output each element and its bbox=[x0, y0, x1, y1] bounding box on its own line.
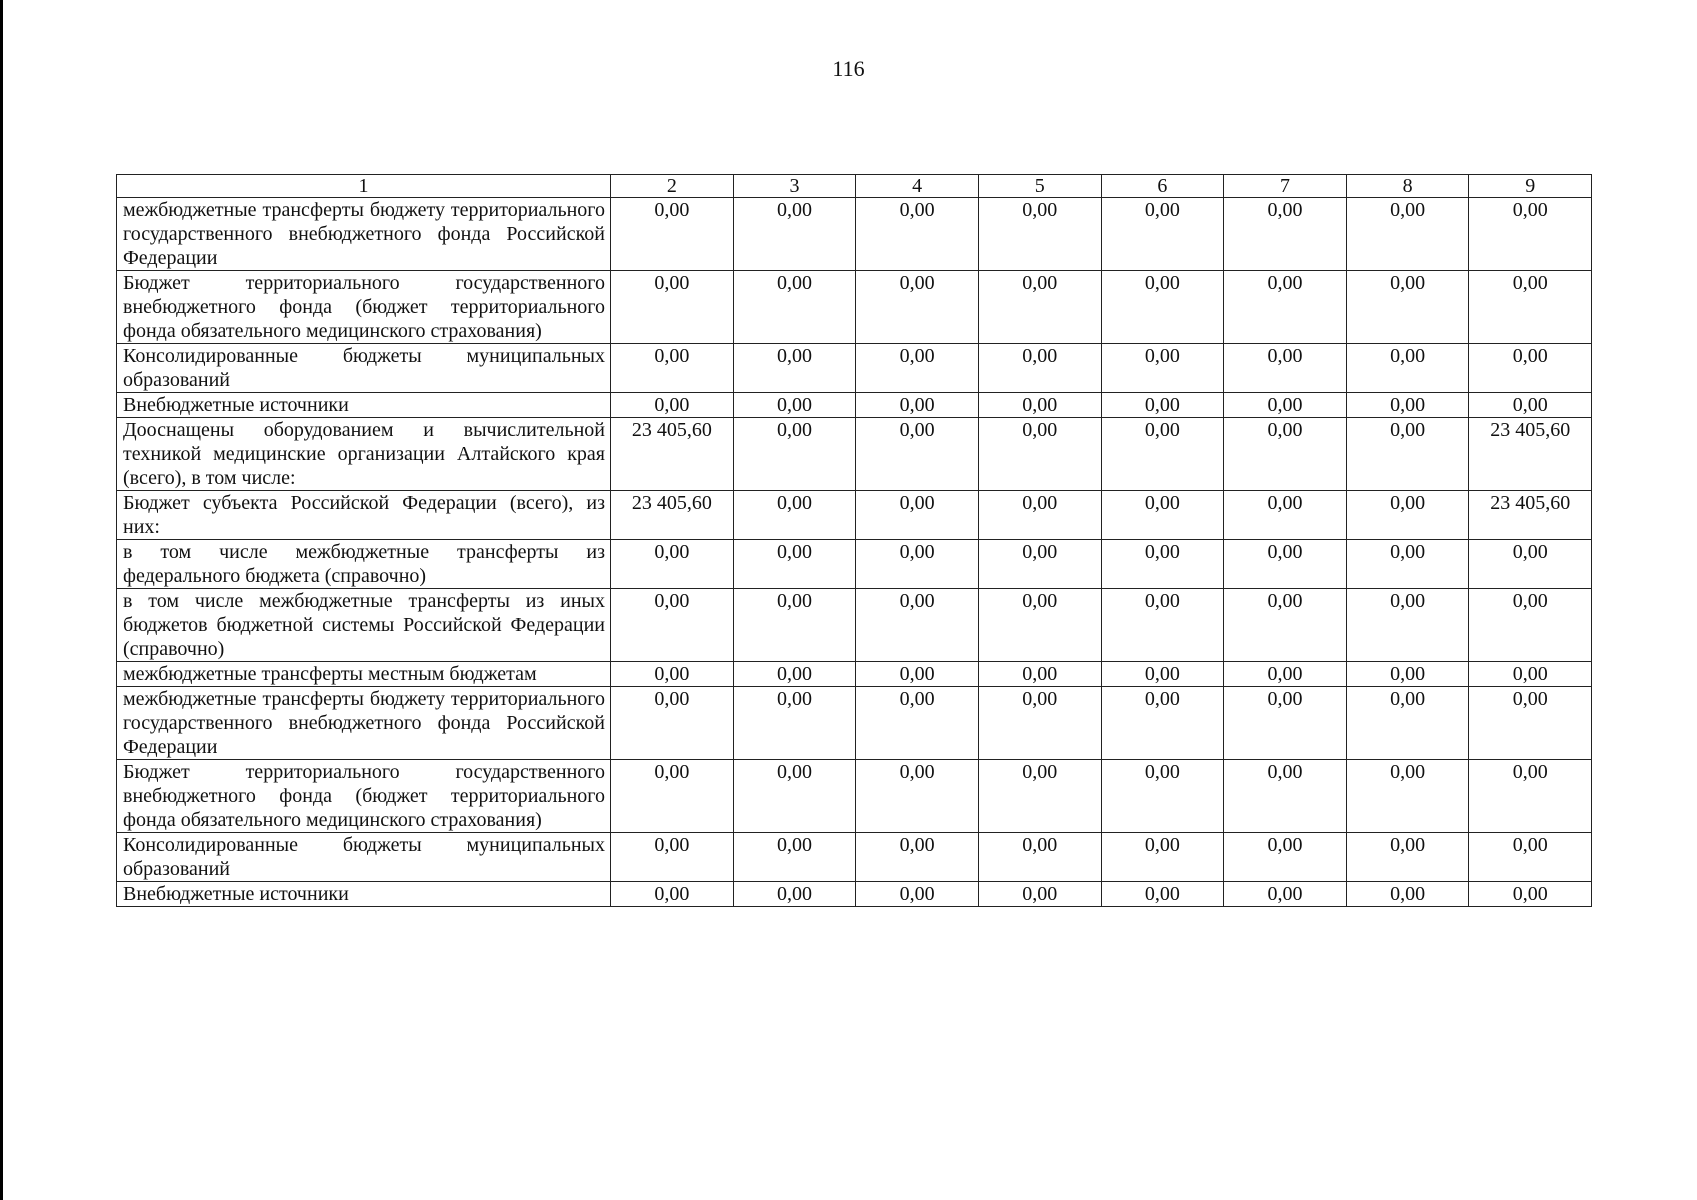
value-cell: 0,00 bbox=[1224, 418, 1347, 491]
value-cell: 0,00 bbox=[1224, 540, 1347, 589]
value-cell: 0,00 bbox=[1346, 833, 1469, 882]
value-cell: 0,00 bbox=[733, 687, 856, 760]
table-row bbox=[117, 589, 1592, 662]
table-row bbox=[117, 418, 1592, 491]
value-cell: 0,00 bbox=[733, 540, 856, 589]
row-label: межбюджетные трансферты бюджету территориального государственного внебюджетного фонда Российской Федерации bbox=[117, 687, 611, 760]
budget-table bbox=[116, 174, 1592, 907]
value-cell: 0,00 bbox=[733, 271, 856, 344]
table-row bbox=[117, 344, 1592, 393]
value-cell: 0,00 bbox=[1469, 540, 1592, 589]
value-cell: 0,00 bbox=[1224, 662, 1347, 687]
value-cell: 0,00 bbox=[733, 882, 856, 907]
row-label: Бюджет территориального государственного внебюджетного фонда (бюджет территориального фонда обязательного медицинского страхования) bbox=[117, 271, 611, 344]
value-cell: 0,00 bbox=[733, 393, 856, 418]
value-cell: 0,00 bbox=[856, 662, 979, 687]
value-cell: 0,00 bbox=[1346, 589, 1469, 662]
value-cell: 0,00 bbox=[1469, 589, 1592, 662]
value-cell: 23 405,60 bbox=[1469, 491, 1592, 540]
table-row bbox=[117, 271, 1592, 344]
value-cell: 0,00 bbox=[611, 760, 734, 833]
value-cell: 0,00 bbox=[1101, 760, 1224, 833]
value-cell: 0,00 bbox=[733, 491, 856, 540]
value-cell: 0,00 bbox=[611, 662, 734, 687]
value-cell: 0,00 bbox=[1346, 760, 1469, 833]
value-cell: 0,00 bbox=[1101, 344, 1224, 393]
value-cell: 23 405,60 bbox=[611, 491, 734, 540]
value-cell: 0,00 bbox=[978, 491, 1101, 540]
value-cell: 0,00 bbox=[733, 833, 856, 882]
page-number: 116 bbox=[832, 56, 865, 81]
value-cell: 0,00 bbox=[856, 687, 979, 760]
value-cell: 0,00 bbox=[1101, 882, 1224, 907]
value-cell: 0,00 bbox=[1346, 271, 1469, 344]
value-cell: 0,00 bbox=[733, 760, 856, 833]
row-label: Консолидированные бюджеты муниципальных образований bbox=[117, 833, 611, 882]
value-cell: 0,00 bbox=[1346, 418, 1469, 491]
value-cell: 0,00 bbox=[856, 882, 979, 907]
value-cell: 0,00 bbox=[1101, 491, 1224, 540]
value-cell: 0,00 bbox=[856, 418, 979, 491]
value-cell: 0,00 bbox=[1469, 271, 1592, 344]
table-header bbox=[117, 175, 1592, 198]
page-left-edge bbox=[0, 0, 3, 1200]
value-cell: 0,00 bbox=[978, 662, 1101, 687]
value-cell: 0,00 bbox=[978, 540, 1101, 589]
value-cell: 0,00 bbox=[1224, 687, 1347, 760]
value-cell: 0,00 bbox=[1469, 760, 1592, 833]
value-cell: 0,00 bbox=[1224, 198, 1347, 271]
value-cell: 0,00 bbox=[978, 687, 1101, 760]
table-row bbox=[117, 687, 1592, 760]
value-cell: 0,00 bbox=[611, 198, 734, 271]
table-row bbox=[117, 540, 1592, 589]
value-cell: 0,00 bbox=[1101, 198, 1224, 271]
value-cell: 0,00 bbox=[978, 882, 1101, 907]
value-cell: 0,00 bbox=[611, 393, 734, 418]
row-label: Бюджет субъекта Российской Федерации (всего), из них: bbox=[117, 491, 611, 540]
value-cell: 0,00 bbox=[856, 271, 979, 344]
value-cell: 0,00 bbox=[611, 540, 734, 589]
value-cell: 0,00 bbox=[611, 687, 734, 760]
value-cell: 0,00 bbox=[978, 271, 1101, 344]
table-row bbox=[117, 393, 1592, 418]
row-label: в том числе межбюджетные трансферты из иных бюджетов бюджетной системы Российской Федерации (справочно) bbox=[117, 589, 611, 662]
value-cell: 0,00 bbox=[1346, 393, 1469, 418]
value-cell: 0,00 bbox=[1469, 662, 1592, 687]
value-cell: 0,00 bbox=[733, 589, 856, 662]
value-cell: 0,00 bbox=[1224, 491, 1347, 540]
value-cell: 0,00 bbox=[978, 393, 1101, 418]
row-label: Внебюджетные источники bbox=[117, 882, 611, 907]
header-row bbox=[117, 175, 1592, 198]
row-label: в том числе межбюджетные трансферты из федерального бюджета (справочно) bbox=[117, 540, 611, 589]
value-cell: 0,00 bbox=[733, 662, 856, 687]
value-cell: 0,00 bbox=[1101, 589, 1224, 662]
column-header: 1 bbox=[117, 175, 611, 198]
value-cell: 0,00 bbox=[1469, 344, 1592, 393]
value-cell: 0,00 bbox=[1101, 833, 1224, 882]
row-label: межбюджетные трансферты бюджету территориального государственного внебюджетного фонда Российской Федерации bbox=[117, 198, 611, 271]
value-cell: 0,00 bbox=[978, 198, 1101, 271]
table-row bbox=[117, 882, 1592, 907]
value-cell: 0,00 bbox=[856, 198, 979, 271]
column-header: 7 bbox=[1224, 175, 1347, 198]
value-cell: 0,00 bbox=[1224, 589, 1347, 662]
value-cell: 0,00 bbox=[1101, 540, 1224, 589]
row-label: межбюджетные трансферты местным бюджетам bbox=[117, 662, 611, 687]
table-row bbox=[117, 833, 1592, 882]
value-cell: 0,00 bbox=[1224, 393, 1347, 418]
value-cell: 0,00 bbox=[1469, 198, 1592, 271]
value-cell: 0,00 bbox=[733, 198, 856, 271]
column-header: 3 bbox=[733, 175, 856, 198]
value-cell: 0,00 bbox=[856, 344, 979, 393]
value-cell: 0,00 bbox=[1224, 344, 1347, 393]
value-cell: 0,00 bbox=[733, 418, 856, 491]
value-cell: 0,00 bbox=[856, 540, 979, 589]
value-cell: 0,00 bbox=[611, 589, 734, 662]
value-cell: 0,00 bbox=[856, 760, 979, 833]
value-cell: 0,00 bbox=[611, 833, 734, 882]
value-cell: 0,00 bbox=[1469, 687, 1592, 760]
value-cell: 0,00 bbox=[978, 833, 1101, 882]
value-cell: 23 405,60 bbox=[1469, 418, 1592, 491]
column-header: 9 bbox=[1469, 175, 1592, 198]
value-cell: 0,00 bbox=[1101, 662, 1224, 687]
column-header: 4 bbox=[856, 175, 979, 198]
value-cell: 0,00 bbox=[1346, 687, 1469, 760]
column-header: 2 bbox=[611, 175, 734, 198]
value-cell: 0,00 bbox=[1346, 540, 1469, 589]
value-cell: 0,00 bbox=[1101, 418, 1224, 491]
value-cell: 0,00 bbox=[856, 833, 979, 882]
row-label: Бюджет территориального государственного внебюджетного фонда (бюджет территориального фонда обязательного медицинского страхования) bbox=[117, 760, 611, 833]
value-cell: 0,00 bbox=[1224, 760, 1347, 833]
value-cell: 0,00 bbox=[1469, 393, 1592, 418]
row-label: Внебюджетные источники bbox=[117, 393, 611, 418]
value-cell: 23 405,60 bbox=[611, 418, 734, 491]
value-cell: 0,00 bbox=[1101, 393, 1224, 418]
row-label: Дооснащены оборудованием и вычислительной техникой медицинские организации Алтайского края (всего), в том числе: bbox=[117, 418, 611, 491]
value-cell: 0,00 bbox=[611, 344, 734, 393]
table-row bbox=[117, 662, 1592, 687]
table-row bbox=[117, 198, 1592, 271]
value-cell: 0,00 bbox=[1346, 491, 1469, 540]
value-cell: 0,00 bbox=[978, 589, 1101, 662]
table-row bbox=[117, 760, 1592, 833]
value-cell: 0,00 bbox=[1224, 882, 1347, 907]
value-cell: 0,00 bbox=[856, 393, 979, 418]
value-cell: 0,00 bbox=[1101, 687, 1224, 760]
value-cell: 0,00 bbox=[1101, 271, 1224, 344]
value-cell: 0,00 bbox=[1346, 344, 1469, 393]
value-cell: 0,00 bbox=[733, 344, 856, 393]
table-row bbox=[117, 491, 1592, 540]
value-cell: 0,00 bbox=[1346, 882, 1469, 907]
value-cell: 0,00 bbox=[611, 882, 734, 907]
row-label: Консолидированные бюджеты муниципальных образований bbox=[117, 344, 611, 393]
column-header: 8 bbox=[1346, 175, 1469, 198]
value-cell: 0,00 bbox=[856, 589, 979, 662]
value-cell: 0,00 bbox=[1469, 882, 1592, 907]
value-cell: 0,00 bbox=[1224, 833, 1347, 882]
value-cell: 0,00 bbox=[978, 760, 1101, 833]
value-cell: 0,00 bbox=[978, 344, 1101, 393]
table-body bbox=[117, 198, 1592, 907]
column-header: 5 bbox=[978, 175, 1101, 198]
value-cell: 0,00 bbox=[856, 491, 979, 540]
value-cell: 0,00 bbox=[611, 271, 734, 344]
value-cell: 0,00 bbox=[1346, 198, 1469, 271]
value-cell: 0,00 bbox=[978, 418, 1101, 491]
value-cell: 0,00 bbox=[1346, 662, 1469, 687]
column-header: 6 bbox=[1101, 175, 1224, 198]
value-cell: 0,00 bbox=[1469, 833, 1592, 882]
value-cell: 0,00 bbox=[1224, 271, 1347, 344]
